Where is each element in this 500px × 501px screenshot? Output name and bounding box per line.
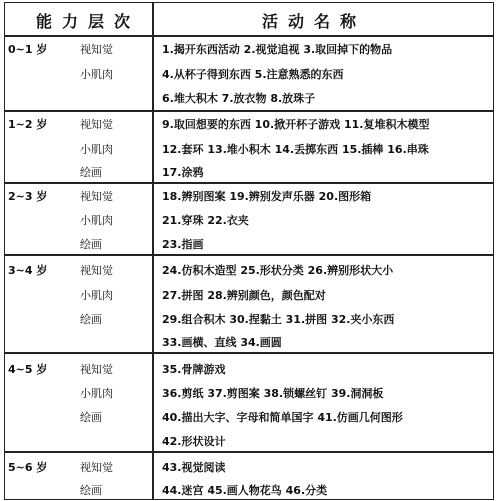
row-divider xyxy=(4,110,494,112)
activity-line: 23.指画 xyxy=(162,238,204,251)
table-border-top xyxy=(4,2,494,3)
table-border-left xyxy=(4,2,5,500)
category-label: 视知觉 xyxy=(80,118,113,131)
activity-line: 36.剪纸 37.剪图案 38.锁螺丝钉 39.洞洞板 xyxy=(162,387,384,400)
category-label: 小肌肉 xyxy=(80,387,113,400)
column-divider xyxy=(152,2,154,500)
activity-line: 35.骨牌游戏 xyxy=(162,363,226,376)
category-label: 小肌肉 xyxy=(80,68,113,81)
age-label: 1~2 岁 xyxy=(8,118,48,131)
category-label: 小肌肉 xyxy=(80,214,113,227)
category-label: 视知觉 xyxy=(80,264,113,277)
header-divider xyxy=(4,35,494,37)
category-label: 绘画 xyxy=(80,484,102,497)
age-label: 0~1 岁 xyxy=(8,43,48,56)
activity-line: 18.辨别图案 19.辨别发声乐器 20.图形箱 xyxy=(162,190,372,203)
category-label: 绘画 xyxy=(80,411,102,424)
header-activity: 活动名称 xyxy=(262,12,367,31)
category-label: 小肌肉 xyxy=(80,289,113,302)
activity-line: 43.视觉阅读 xyxy=(162,461,226,474)
category-label: 视知觉 xyxy=(80,43,113,56)
age-label: 3~4 岁 xyxy=(8,264,48,277)
row-divider xyxy=(4,254,494,256)
category-label: 绘画 xyxy=(80,238,102,251)
category-label: 小肌肉 xyxy=(80,143,113,156)
category-label: 视知觉 xyxy=(80,461,113,474)
activity-line: 12.套环 13.堆小积木 14.丢掷东西 15.插棒 16.串珠 xyxy=(162,143,429,156)
activity-line: 24.仿积木造型 25.形状分类 26.辨别形状大小 xyxy=(162,264,394,277)
header-level: 能力层次 xyxy=(36,12,141,31)
age-label: 4~5 岁 xyxy=(8,363,48,376)
row-divider xyxy=(4,182,494,184)
activity-line: 42.形状设计 xyxy=(162,435,226,448)
activity-line: 40.描出大字、字母和简单国字 41.仿画几何图形 xyxy=(162,411,403,424)
activity-line: 17.涂鸦 xyxy=(162,166,204,179)
activity-line: 29.组合积木 30.捏黏土 31.拼图 32.夹小东西 xyxy=(162,313,395,326)
age-label: 5~6 岁 xyxy=(8,461,48,474)
activity-line: 4.从杯子得到东西 5.注意熟悉的东西 xyxy=(162,68,344,81)
activity-line: 21.穿珠 22.衣夹 xyxy=(162,214,249,227)
activity-line: 6.堆大积木 7.放衣物 8.放珠子 xyxy=(162,92,316,105)
activity-line: 33.画横、直线 34.画圆 xyxy=(162,336,282,349)
activity-line: 44.迷宫 45.画人物花鸟 46.分类 xyxy=(162,484,328,497)
category-label: 视知觉 xyxy=(80,363,113,376)
activity-line: 27.拼图 28.辨别颜色，颜色配对 xyxy=(162,289,326,302)
age-label: 2~3 岁 xyxy=(8,190,48,203)
row-divider xyxy=(4,451,494,453)
category-label: 绘画 xyxy=(80,313,102,326)
table-border-bottom xyxy=(4,499,494,500)
activity-line: 9.取回想要的东西 10.掀开杯子游戏 11.复堆积木模型 xyxy=(162,118,430,131)
row-divider xyxy=(4,352,494,354)
activity-line: 1.揭开东西活动 2.视觉追视 3.取回掉下的物品 xyxy=(162,43,393,56)
category-label: 视知觉 xyxy=(80,190,113,203)
category-label: 绘画 xyxy=(80,166,102,179)
table-border-right xyxy=(493,2,494,500)
